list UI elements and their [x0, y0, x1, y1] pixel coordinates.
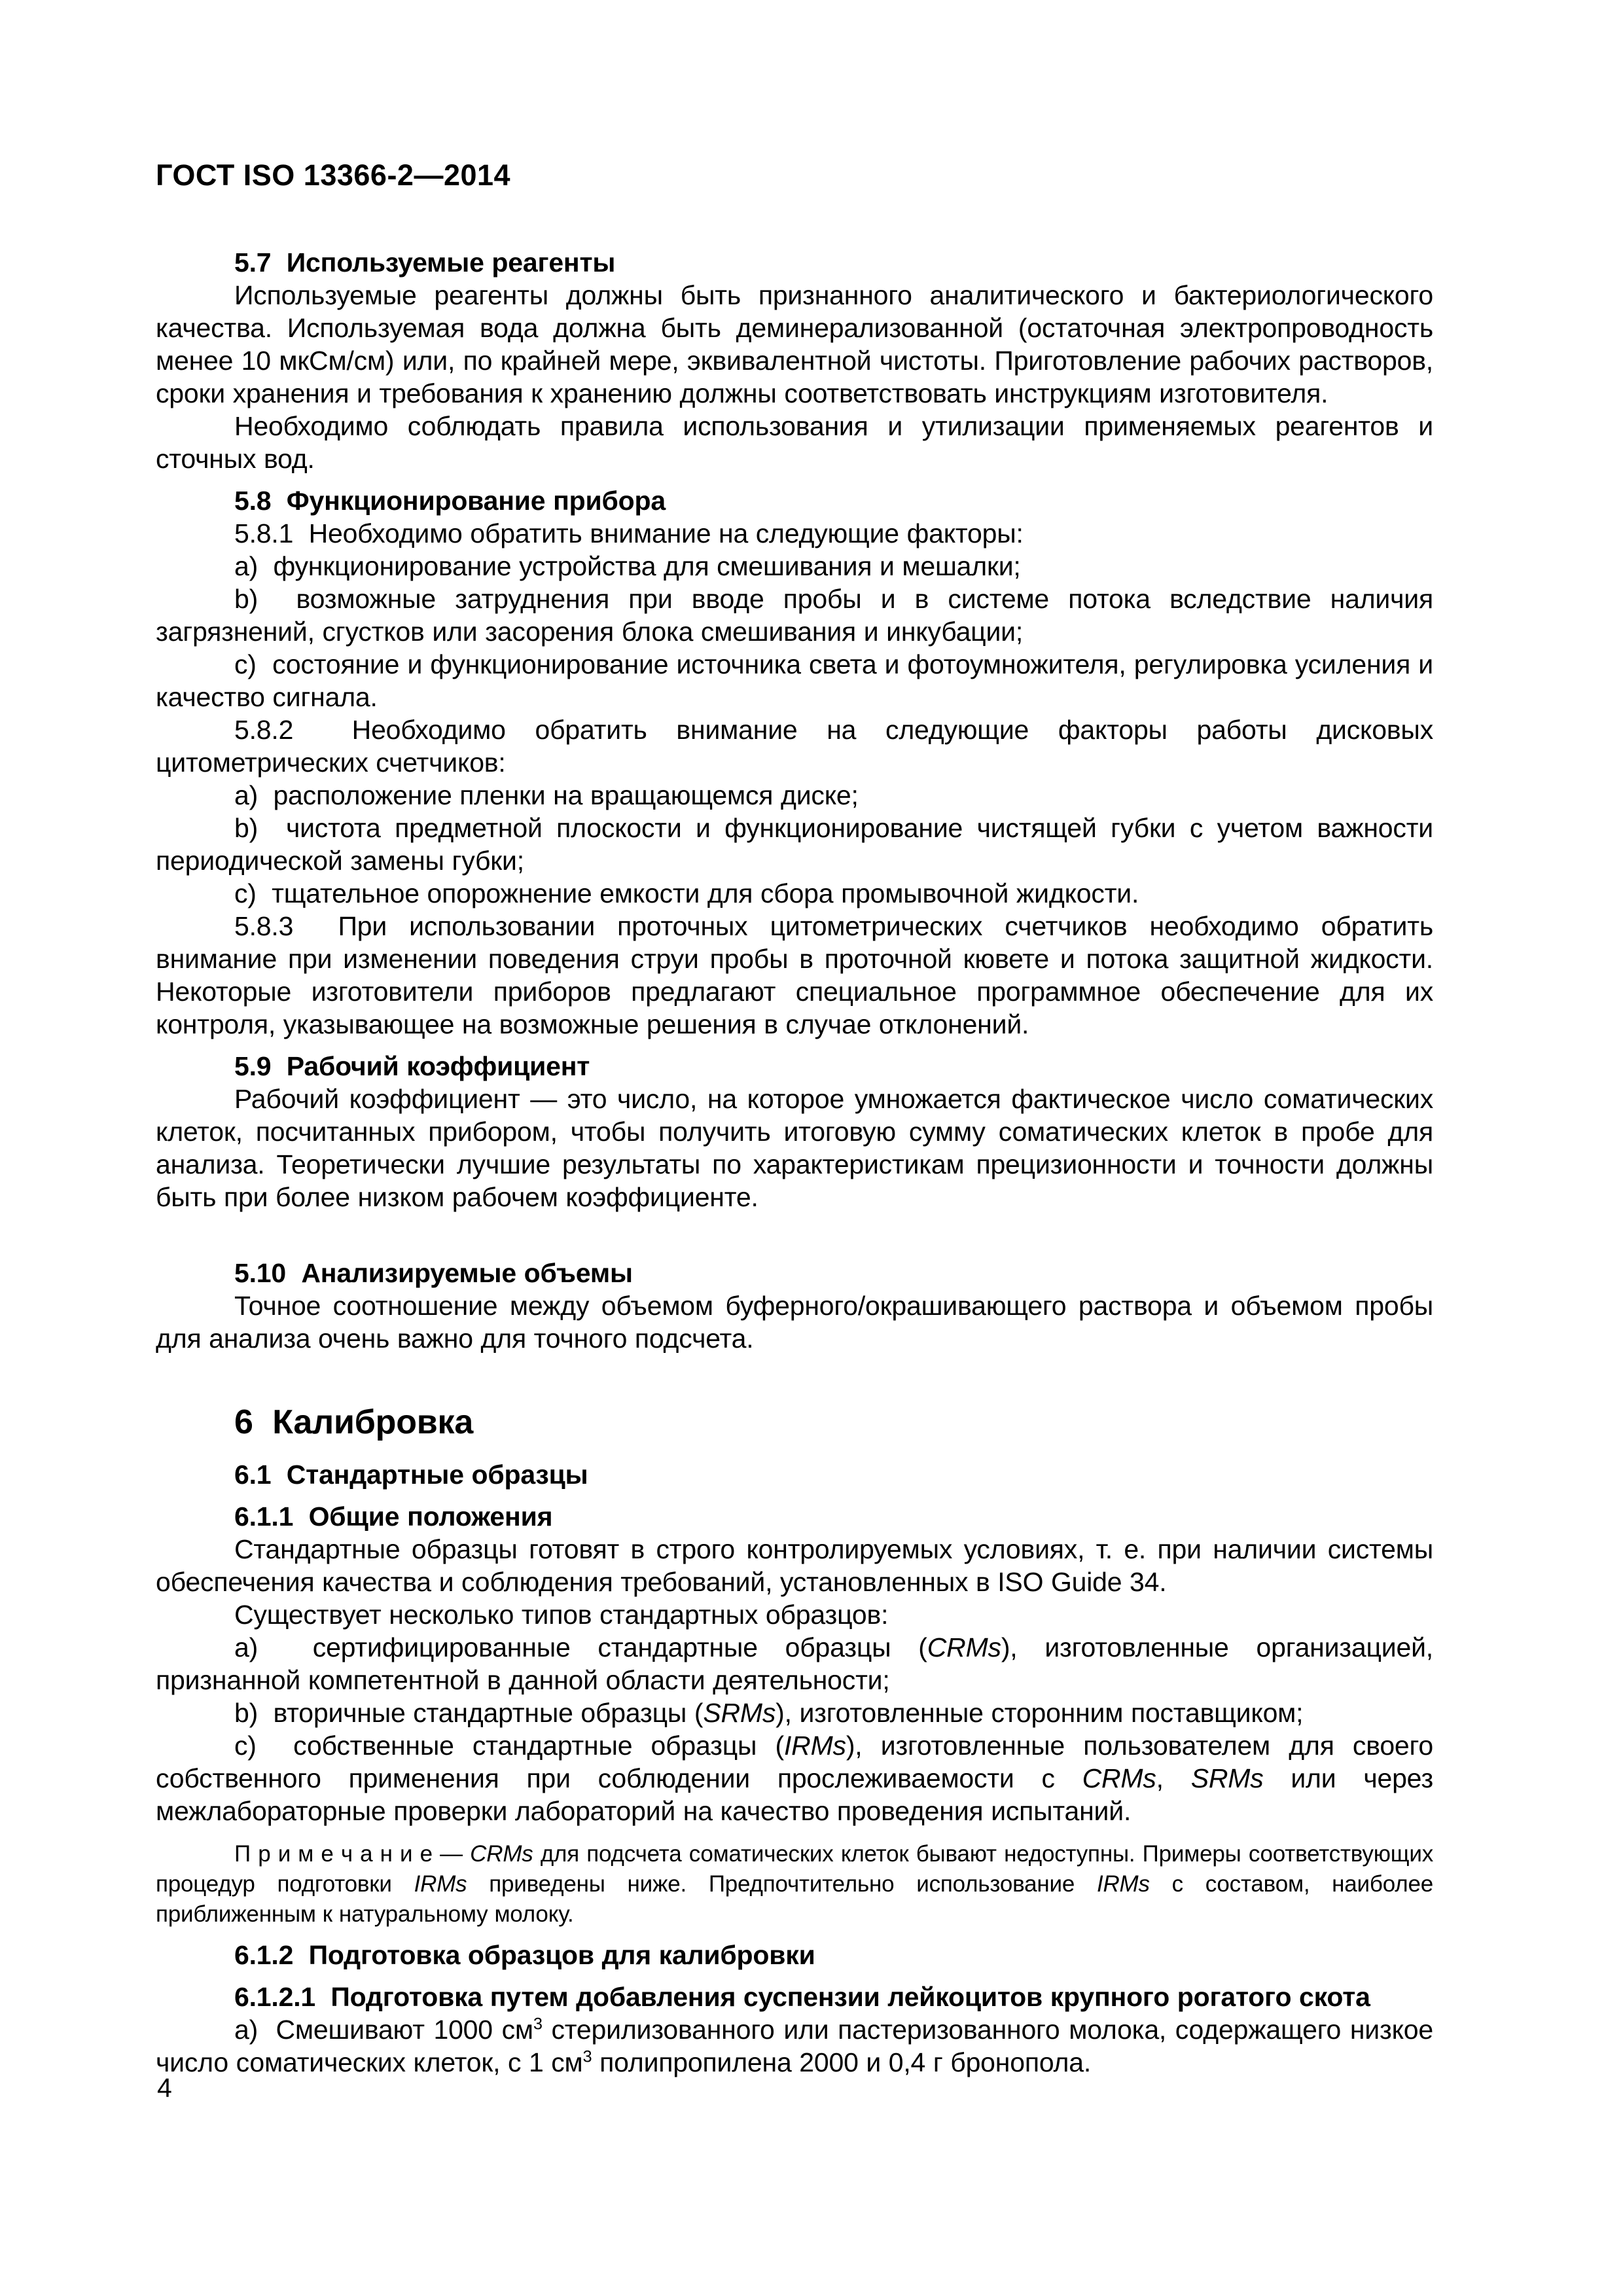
page-content	[156, 158, 1433, 2079]
paragraph: Стандартные образцы готовят в строго контролируемых условиях, т. е. при наличии системы обеспечения качества и соблюдения требований, установленных в ISO Guide 34.	[156, 1534, 1433, 1597]
paragraph: c) состояние и функционирование источника света и фотоумножителя, регулировка усиления и качество сигнала.	[156, 649, 1433, 712]
paragraph: a) функционирование устройства для смешивания и мешалки;	[234, 551, 1021, 581]
paragraph: b) возможные затруднения при вводе пробы и в системе потока вследствие наличия загрязнений, сгустков или засорения блока смешивания и инкубации;	[156, 584, 1433, 647]
paragraph: a) расположение пленки на вращающемся диске;	[234, 780, 859, 810]
chapter-heading: 6 Калибровка	[234, 1403, 474, 1441]
paragraph: c) тщательное опорожнение емкости для сбора промывочной жидкости.	[234, 878, 1139, 908]
paragraph: a) Смешивают 1000 $см^3$ стерилизованного или пастеризованного молока, содержащего низкое число соматических клеток, с 1 $см^3$ полипропилена 2000 и 0,4 г бронопола.	[156, 2015, 1433, 2077]
paragraph: b) чистота предметной плоскости и функционирование чистящей губки с учетом важности периодической замены губки;	[156, 813, 1433, 876]
paragraph: c) собственные стандартные образцы (IRMs), изготовленные пользователем для своего собственного применения при соблюдении прослеживаемости с CRMs, SRMs или через межлабораторные проверки лабораторий на качество проведения испытаний.	[156, 1731, 1433, 1826]
paragraph: 5.8.1 Необходимо обратить внимание на следующие факторы:	[234, 518, 1024, 548]
paragraph: b) вторичные стандартные образцы (SRMs), изготовленные сторонним поставщиком;	[234, 1698, 1304, 1728]
note-paragraph: П р и м е ч а н и е — CRMs для подсчета соматических клеток бывают недоступны. Примеры соответствующих процедур подготовки IRMs приведены ниже. Предпочтительно использование IRMs с составом, наиболее приближенным к натуральному молоку.	[156, 1841, 1433, 1927]
page-number: 4	[157, 2073, 172, 2103]
section-heading: 5.9 Рабочий коэффициент	[234, 1051, 590, 1081]
document-header: ГОСТ ISO 13366-2—2014	[156, 158, 511, 192]
section-heading: 5.10 Анализируемые объемы	[234, 1258, 633, 1288]
document-body	[156, 246, 1433, 2079]
section-heading: 5.8 Функционирование прибора	[234, 486, 666, 516]
paragraph: a) сертифицированные стандартные образцы (CRMs), изготовленные организацией, признанной компетентной в данной области деятельности;	[156, 1632, 1433, 1695]
section-heading: 6.1.1 Общие положения	[234, 1501, 553, 1532]
paragraph: Существует несколько типов стандартных образцов:	[234, 1600, 889, 1630]
paragraph: 5.8.3 При использовании проточных цитометрических счетчиков необходимо обратить внимание при изменении поведения струи пробы в проточной кювете и потока защитной жидкости. Некоторые изготовители приборов предлагают специальное программное обеспечение для их контроля, указывающее на возможные решения в случае отклонений.	[156, 911, 1433, 1039]
section-heading: 6.1.2.1 Подготовка путем добавления суспензии лейкоцитов крупного рогатого скота	[234, 1982, 1370, 2012]
paragraph: Рабочий коэффициент — это число, на которое умножается фактическое число соматических клеток, посчитанных прибором, чтобы получить итоговую сумму соматических клеток в пробе для анализа. Теоретически лучшие результаты по характеристикам прецизионности и точности должны быть при более низком рабочем коэффициенте.	[156, 1084, 1433, 1212]
section-heading: 5.7 Используемые реагенты	[234, 247, 616, 278]
paragraph: Необходимо соблюдать правила использования и утилизации применяемых реагентов и сточных вод.	[156, 411, 1433, 474]
paragraph: 5.8.2 Необходимо обратить внимание на следующие факторы работы дисковых цитометрических счетчиков:	[156, 715, 1433, 778]
paragraph: Используемые реагенты должны быть признанного аналитического и бактериологического качества. Используемая вода должна быть деминерализованной (остаточная электропроводность менее 10 мкСм/см) или, по крайней мере, эквивалентной чистоты. Приготовление рабочих растворов, сроки хранения и требования к хранению должны соответствовать инструкциям изготовителя.	[156, 280, 1433, 408]
section-heading: 6.1.2 Подготовка образцов для калибровки	[234, 1940, 815, 1970]
section-heading: 6.1 Стандартные образцы	[234, 1460, 588, 1490]
paragraph: Точное соотношение между объемом буферного/окрашивающего раствора и объемом пробы для анализа очень важно для точного подсчета.	[156, 1291, 1433, 1354]
